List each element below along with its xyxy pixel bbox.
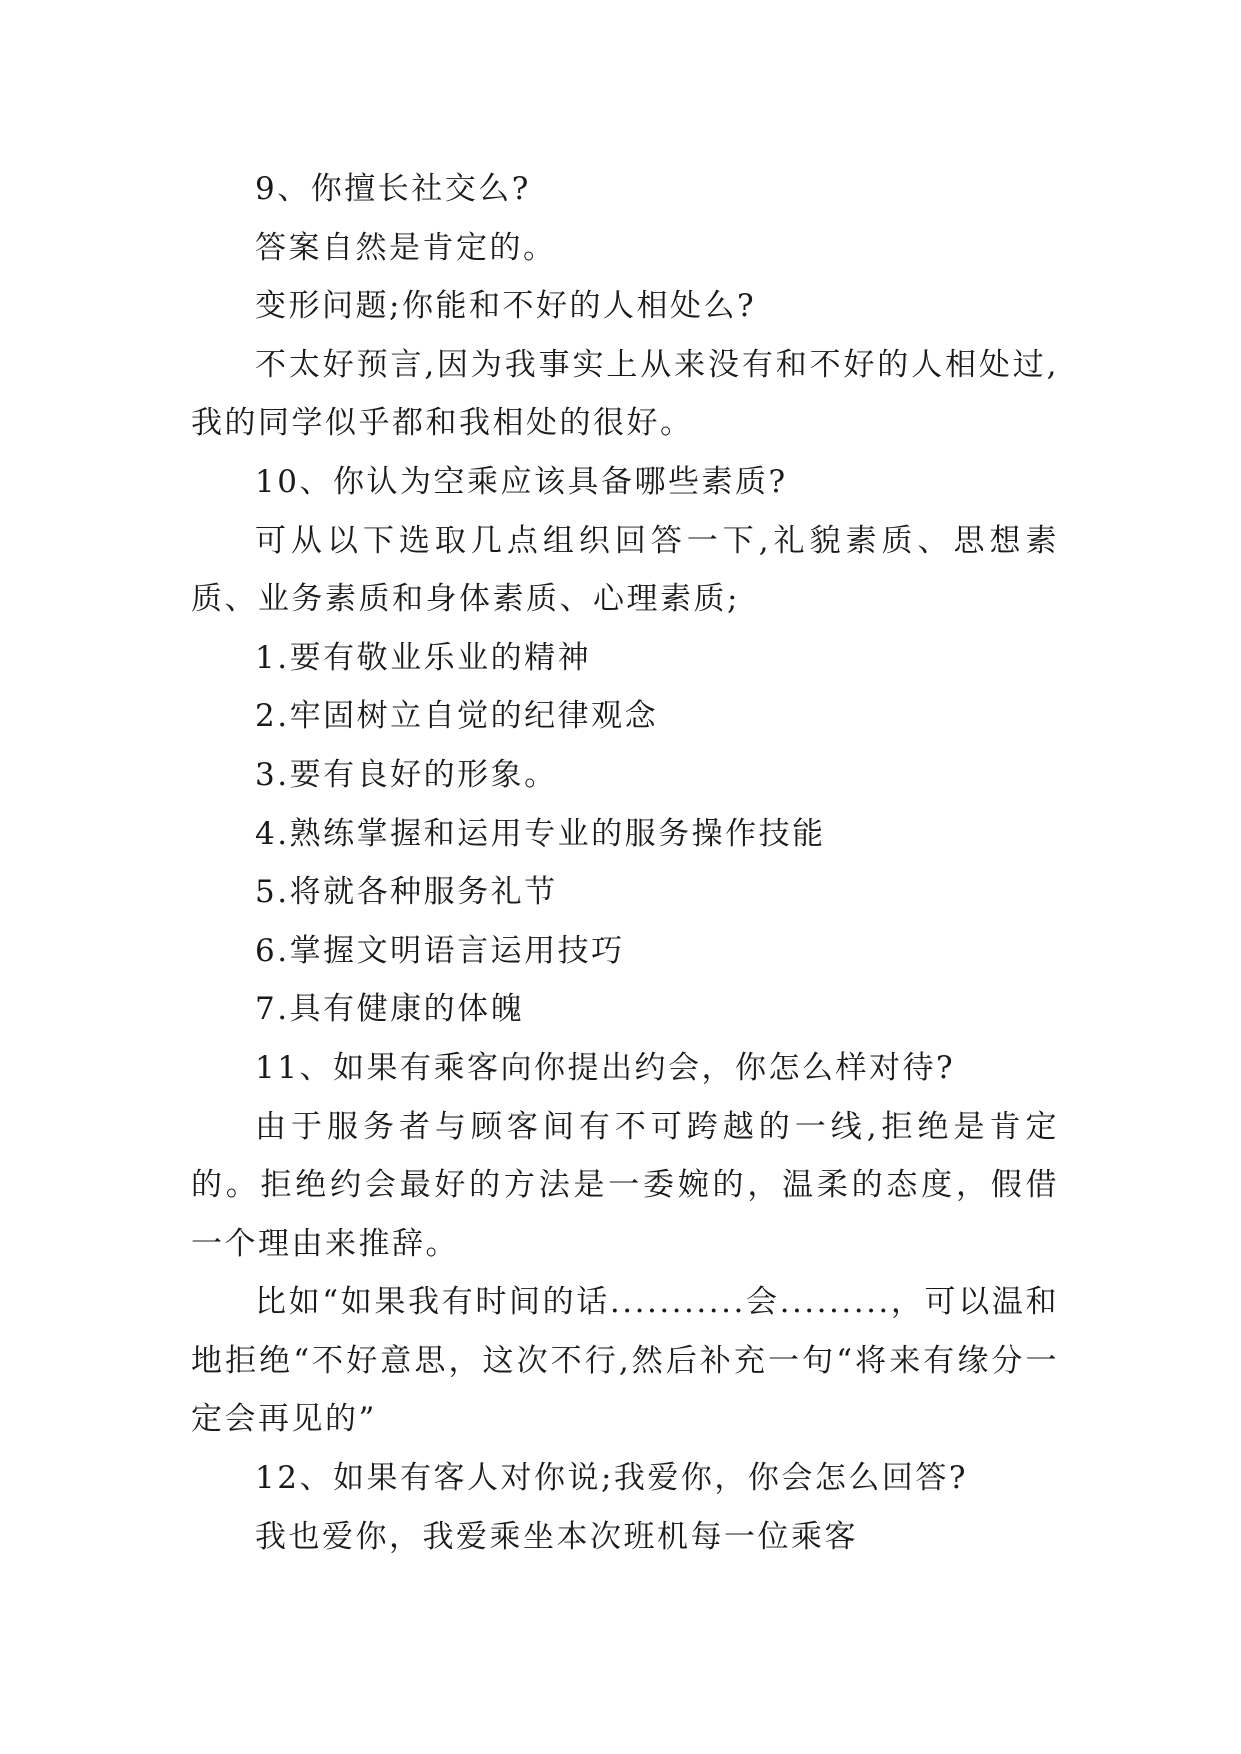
question-9: 9、你擅长社交么? bbox=[255, 171, 531, 207]
list-item: 3.要有良好的形象。 bbox=[255, 756, 558, 793]
question-10: 10、你认为空乘应该具备哪些素质? bbox=[255, 463, 788, 500]
answer-12: 我也爱你，我爱乘坐本次班机每一位乘客 bbox=[255, 1518, 858, 1555]
list-item: 5.将就各种服务礼节 bbox=[255, 874, 558, 911]
question-11: 11、如果有乘客向你提出约会，你怎么样对待? bbox=[255, 1049, 956, 1086]
list-item: 1.要有敬业乐业的精神 bbox=[255, 639, 592, 676]
list-item: 4.熟练掌握和运用专业的服务操作技能 bbox=[255, 815, 826, 852]
answer-11-example: 比如“如果我有时间的话...........会.........，可以温和地拒绝“不好意思，这次不行,然后补充一句“将来有缘分一定会再见的” bbox=[191, 1284, 1059, 1438]
list-item: 2.牢固树立自觉的纪律观念 bbox=[255, 698, 659, 735]
list-item: 7.具有健康的体魄 bbox=[255, 991, 525, 1028]
variant-question-9: 变形问题;你能和不好的人相处么? bbox=[255, 288, 757, 325]
answer-10-intro: 可从以下选取几点组织回答一下,礼貌素质、思想素质、业务素质和身体素质、心理素质; bbox=[191, 522, 1059, 618]
question-12: 12、如果有客人对你说;我爱你，你会怎么回答? bbox=[255, 1460, 969, 1497]
list-item: 6.掌握文明语言运用技巧 bbox=[255, 932, 625, 969]
document-body bbox=[191, 160, 1059, 1566]
variant-answer-9: 不太好预言,因为我事实上从来没有和不好的人相处过,我的同学似乎都和我相处的很好。 bbox=[191, 346, 1059, 442]
answer-9: 答案自然是肯定的。 bbox=[255, 229, 557, 266]
answer-11: 由于服务者与顾客间有不可跨越的一线,拒绝是肯定的。拒绝约会最好的方法是一委婉的，温柔的态度，假借一个理由来推辞。 bbox=[191, 1108, 1059, 1262]
